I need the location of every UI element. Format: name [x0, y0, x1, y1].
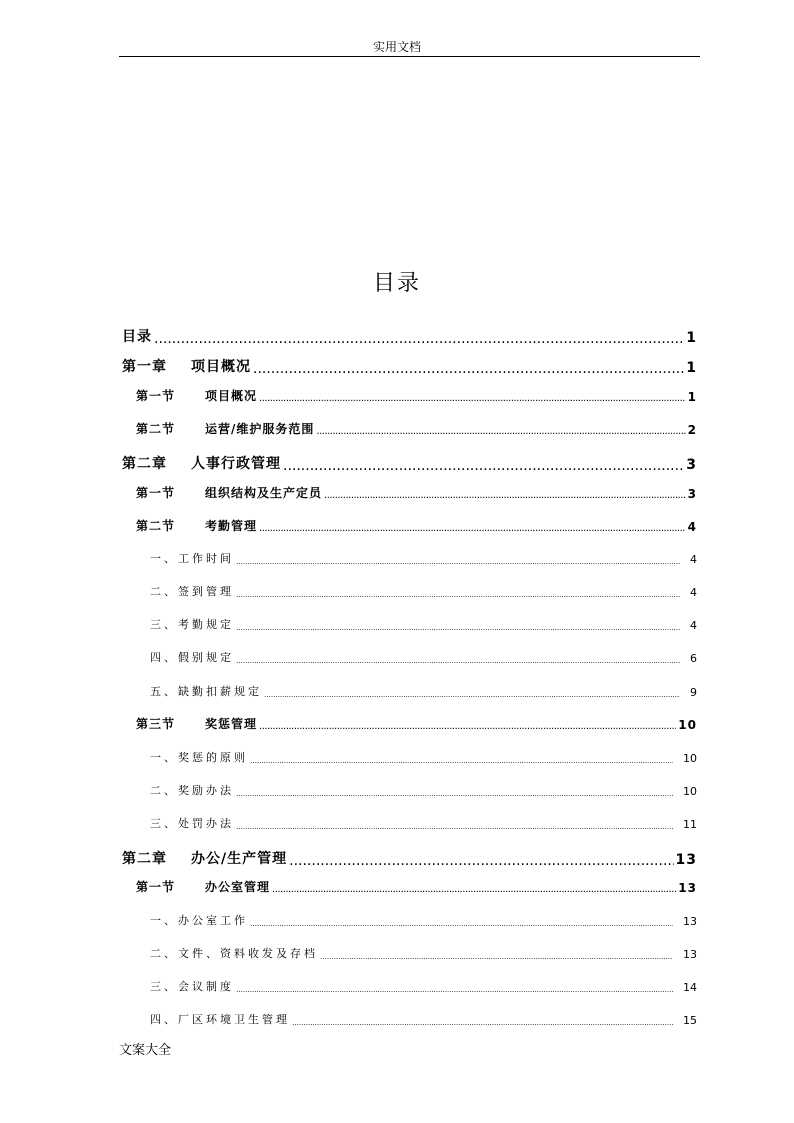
toc-entry-title: 奖惩管理	[205, 717, 258, 731]
toc-leader-dots	[250, 917, 673, 928]
toc-entry-level3[interactable]	[150, 583, 697, 599]
toc-entry-level3[interactable]	[150, 782, 697, 798]
toc-page-number: 13	[683, 948, 697, 961]
toc-entry-title: 假别规定	[178, 651, 234, 664]
toc-page-number: 2	[687, 423, 697, 437]
toc-page-number: 13	[675, 852, 697, 868]
toc-entry-level3[interactable]	[150, 616, 697, 632]
toc-entry-label	[150, 616, 234, 632]
toc-entry-label	[136, 420, 314, 437]
toc-entry-level3[interactable]	[150, 945, 697, 961]
toc-page-number: 13	[683, 915, 697, 928]
toc-entry-number: 第一章	[122, 359, 167, 375]
toc-entry-number: 第三节	[136, 717, 176, 731]
toc-entry-level2[interactable]	[136, 420, 697, 437]
toc-leader-dots	[236, 983, 673, 994]
toc-entry-title: 办公/生产管理	[191, 851, 288, 867]
toc-entry-level2[interactable]	[136, 484, 697, 501]
toc-page-number: 10	[678, 718, 697, 732]
toc-entry-title: 奖励办法	[178, 784, 234, 797]
header-divider	[119, 56, 700, 57]
toc-page-number: 3	[686, 457, 697, 473]
toc-leader-dots	[236, 787, 673, 798]
toc-leader-dots	[259, 392, 686, 404]
toc-entry-number: 三、	[150, 980, 178, 993]
toc-entry-title: 项目概况	[191, 359, 251, 375]
toc-entry-number: 第一节	[136, 486, 176, 500]
toc-entry-title: 考勤管理	[205, 519, 258, 533]
toc-entry-number: 一、	[150, 914, 178, 927]
toc-entry-label	[136, 517, 257, 534]
toc-entry-level2[interactable]	[136, 878, 697, 895]
toc-heading: 目录	[372, 271, 421, 296]
toc-entry-title: 签到管理	[178, 585, 234, 598]
toc-entry-number: 一、	[150, 751, 178, 764]
toc-leader-dots	[154, 332, 684, 346]
toc-leader-dots	[289, 854, 673, 868]
toc-entry-number: 三、	[150, 618, 178, 631]
toc-leader-dots	[236, 654, 680, 665]
toc-leader-dots	[236, 588, 680, 599]
toc-leader-dots	[316, 425, 685, 437]
toc-page-number: 9	[690, 686, 697, 699]
toc-entry-level1[interactable]	[122, 848, 697, 868]
toc-entry-label	[150, 912, 248, 928]
toc-entry-label	[122, 326, 152, 346]
toc-entry-level3[interactable]	[150, 1011, 697, 1027]
toc-entry-number: 五、	[150, 685, 178, 698]
toc-entry-title: 目录	[122, 329, 152, 345]
toc-page-number: 10	[683, 785, 697, 798]
toc-leader-dots	[292, 1016, 673, 1027]
toc-page-number: 4	[690, 553, 697, 566]
toc-entry-level3[interactable]	[150, 815, 697, 831]
toc-entry-label	[150, 815, 234, 831]
toc-entry-label	[150, 1011, 290, 1027]
toc-page-number: 4	[690, 619, 697, 632]
toc-leader-dots	[283, 459, 684, 473]
toc-entry-label	[150, 782, 234, 798]
toc-leader-dots	[250, 754, 673, 765]
toc-entry-label	[136, 878, 270, 895]
toc-entry-label	[122, 848, 287, 868]
toc-entry-title: 处罚办法	[178, 817, 234, 830]
toc-page-number: 6	[690, 652, 697, 665]
toc-entry-title: 项目概况	[205, 389, 258, 403]
toc-leader-dots	[264, 688, 680, 699]
toc-entry-number: 四、	[150, 1013, 178, 1026]
toc-page-number: 10	[683, 752, 697, 765]
toc-entry-title: 考勤规定	[178, 618, 234, 631]
toc-entry-number: 第二章	[122, 851, 167, 867]
toc-entry-title: 工作时间	[178, 552, 234, 565]
toc-leader-dots	[236, 621, 680, 632]
toc-entry-level1[interactable]	[122, 453, 697, 473]
toc-entry-number: 第二节	[136, 519, 176, 533]
toc-leader-dots	[272, 883, 676, 895]
toc-entry-number: 第二节	[136, 422, 176, 436]
toc-entry-level3[interactable]	[150, 912, 697, 928]
toc-entry-label	[150, 978, 234, 994]
toc-entry-label	[150, 550, 234, 566]
toc-entry-number: 二、	[150, 585, 178, 598]
toc-entry-level1[interactable]	[122, 356, 697, 376]
toc-leader-dots	[320, 950, 673, 961]
toc-page-number: 14	[683, 981, 697, 994]
toc-entry-label	[150, 583, 234, 599]
page-header: 实用文档	[372, 40, 421, 54]
toc-entry-level3[interactable]	[150, 649, 697, 665]
toc-page-number: 1	[686, 360, 697, 376]
toc-entry-title: 文件、资料收发及存档	[178, 947, 318, 960]
toc-entry-label	[150, 683, 262, 699]
toc-entry-title: 人事行政管理	[191, 456, 281, 472]
toc-page-number: 11	[683, 818, 697, 831]
toc-entry-label	[122, 356, 251, 376]
toc-leader-dots	[253, 362, 684, 376]
toc-entry-number: 第二章	[122, 456, 167, 472]
toc-leader-dots	[236, 820, 673, 831]
toc-page-number: 15	[683, 1014, 697, 1027]
toc-entry-number: 一、	[150, 552, 178, 565]
toc-leader-dots	[324, 489, 686, 501]
toc-entry-title: 运营/维护服务范围	[205, 422, 315, 436]
toc-entry-number: 四、	[150, 651, 178, 664]
toc-entry-label	[136, 715, 257, 732]
toc-entry-number: 第一节	[136, 389, 176, 403]
toc-page-number: 13	[678, 881, 697, 895]
toc-entry-label	[150, 945, 318, 961]
toc-entry-title: 会议制度	[178, 980, 234, 993]
toc-page-number: 4	[687, 520, 697, 534]
toc-entry-level3[interactable]	[150, 978, 697, 994]
toc-page-number: 3	[687, 487, 697, 501]
toc-entry-number: 三、	[150, 817, 178, 830]
toc-entry-title: 缺勤扣薪规定	[178, 685, 262, 698]
toc-entry-number: 二、	[150, 947, 178, 960]
toc-entry-title: 厂区环境卫生管理	[178, 1013, 290, 1026]
toc-entry-level1[interactable]	[122, 326, 697, 346]
toc-entry-level3[interactable]	[150, 550, 697, 566]
toc-entry-title: 奖惩的原则	[178, 751, 248, 764]
page-footer: 文案大全	[119, 1043, 172, 1058]
toc-page-number: 1	[687, 390, 697, 404]
toc-entry-level2[interactable]	[136, 715, 697, 732]
toc-entry-level2[interactable]	[136, 387, 697, 404]
toc-entry-level3[interactable]	[150, 683, 697, 699]
toc-entry-title: 办公室工作	[178, 914, 248, 927]
toc-entry-label	[150, 749, 248, 765]
toc-page-number: 4	[690, 586, 697, 599]
toc-entry-label	[122, 453, 281, 473]
toc-entry-level3[interactable]	[150, 749, 697, 765]
toc-entry-title: 组织结构及生产定员	[205, 486, 323, 500]
toc-page-number: 1	[686, 330, 697, 346]
toc-leader-dots	[259, 720, 676, 732]
toc-entry-label	[150, 649, 234, 665]
toc-entry-level2[interactable]	[136, 517, 697, 534]
toc-entry-number: 二、	[150, 784, 178, 797]
toc-entry-title: 办公室管理	[205, 880, 271, 894]
toc-leader-dots	[236, 555, 680, 566]
toc-entry-number: 第一节	[136, 880, 176, 894]
toc-leader-dots	[259, 522, 686, 534]
toc-entry-label	[136, 484, 322, 501]
toc-entry-label	[136, 387, 257, 404]
